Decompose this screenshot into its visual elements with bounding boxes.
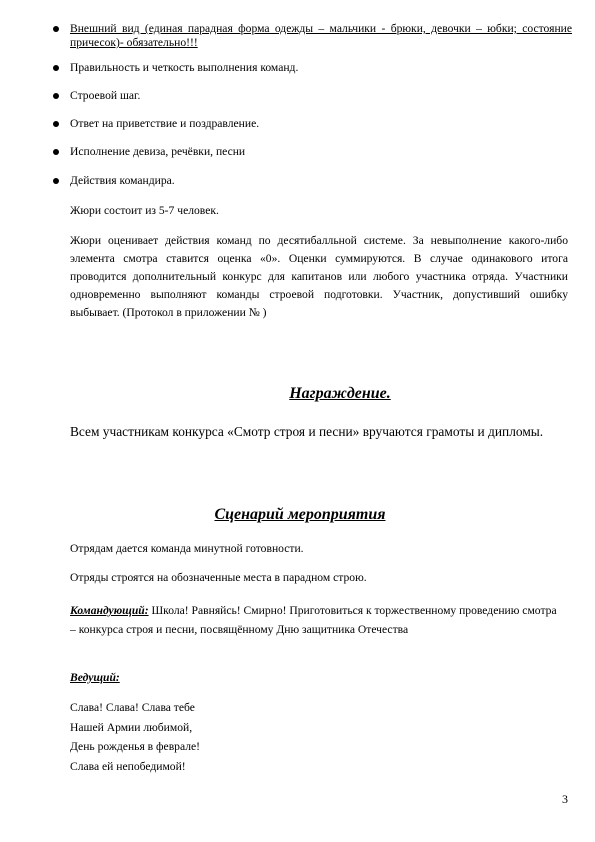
poem-line: Нашей Армии любимой, xyxy=(70,720,193,734)
criteria-text: Действия командира. xyxy=(70,174,175,187)
poem-line: Слава! Слава! Слава тебе xyxy=(70,701,195,714)
award-paragraph: Всем участникам конкурса «Смотр строя и песни» вручаются грамоты и дипломы. xyxy=(70,424,544,439)
criteria-text: Строевой шаг. xyxy=(70,89,141,102)
commander-paragraph xyxy=(70,601,560,639)
award-heading: Награждение. xyxy=(289,385,391,402)
poem xyxy=(70,698,200,776)
script-heading: Сценарий мероприятия xyxy=(214,506,386,523)
jury-count-paragraph: Жюри состоит из 5-7 человек. xyxy=(70,204,219,217)
bullet-dot-icon xyxy=(53,178,59,184)
bullet-dot-icon xyxy=(53,121,59,127)
commander-label: Командующий: xyxy=(70,604,149,617)
criteria-item xyxy=(52,61,298,75)
jury-rules-paragraph: Жюри оценивает действия команд по десятибалльной системе. За невыполнение какого-либо элемента смотра ставится оценка «0». Оценки суммируются. В случае одинакового итога проводится дополнительный конкурс для капитанов или любого участника отряда. Участники одновременно выполняют команды строевой подготовки. Участник, допустивший ошибку выбывает. (Протокол в приложении № ) xyxy=(70,234,568,319)
poem-line: Слава ей непобедимой! xyxy=(70,759,186,773)
criteria-item xyxy=(52,117,259,131)
bullet-dot-icon xyxy=(53,149,59,155)
criteria-item xyxy=(52,174,175,188)
criteria-text: Внешний вид (единая парадная форма одежды – мальчики - брюки, девочки – юбки; состояние причесок)- обязательно!!! xyxy=(70,22,572,49)
bullet-dot-icon xyxy=(53,93,59,99)
host-label: Ведущий: xyxy=(70,671,120,684)
criteria-text: Правильность и четкость выполнения команд. xyxy=(70,61,299,74)
page-number: 3 xyxy=(562,792,568,806)
criteria-text: Исполнение девиза, речёвки, песни xyxy=(70,145,246,158)
script-line: Отряды строятся на обозначенные места в парадном строю. xyxy=(70,571,367,584)
criteria-item xyxy=(52,22,572,50)
commander-text: Школа! Равняйсь! Смирно! Приготовиться к торжественному проведению смотра – конкурса строя и песни, посвящённому Дню защитника Отечества xyxy=(70,604,557,636)
bullet-dot-icon xyxy=(53,65,59,71)
criteria-item xyxy=(52,89,140,103)
poem-line: День рожденья в феврале! xyxy=(70,740,201,753)
criteria-text: Ответ на приветствие и поздравление. xyxy=(70,117,260,130)
criteria-item xyxy=(52,145,245,159)
bullet-dot-icon xyxy=(53,26,59,32)
script-line: Отрядам дается команда минутной готовности. xyxy=(70,542,304,555)
